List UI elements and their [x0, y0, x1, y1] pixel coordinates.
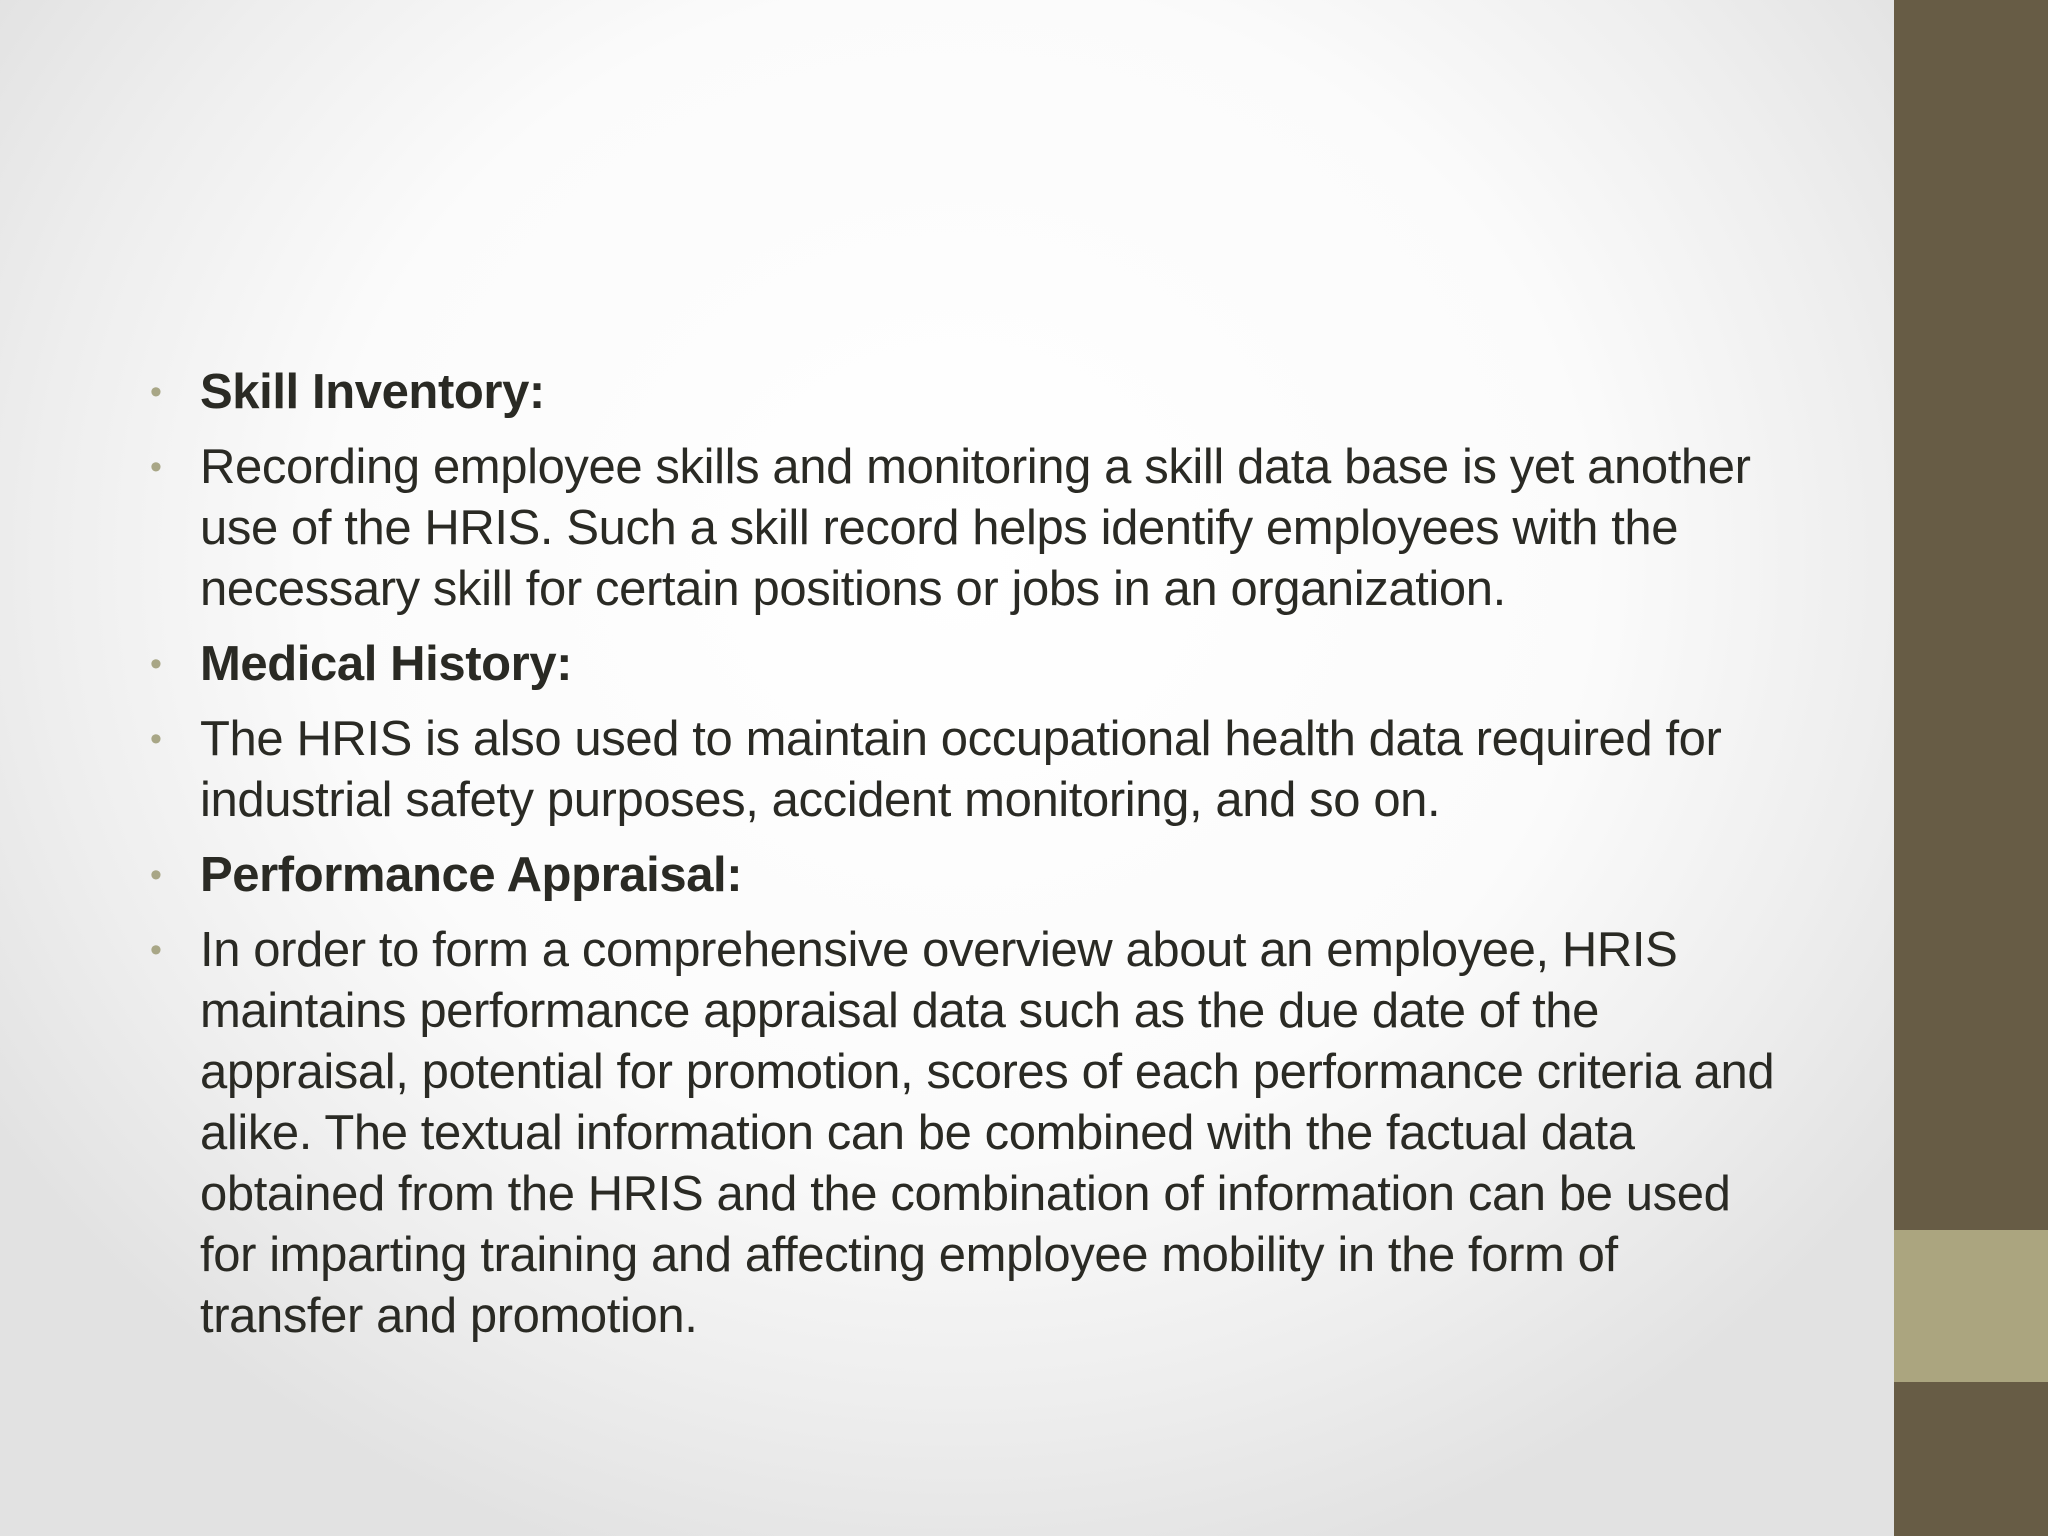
bullet-heading-performance-appraisal — [140, 845, 1780, 906]
bullet-body-skill-inventory — [140, 437, 1780, 620]
bullet-dot-icon: • — [150, 931, 162, 969]
bullet-heading-medical-history — [140, 634, 1780, 695]
bullet-dot-icon: • — [150, 373, 162, 411]
bullet-text: The HRIS is also used to maintain occupational health data required for industrial safety purposes, accident monitoring, and so on. — [200, 712, 1722, 827]
side-decor-accent — [1894, 1230, 2048, 1382]
bullet-text: Skill Inventory: — [200, 365, 545, 419]
bullet-dot-icon: • — [150, 856, 162, 894]
bullet-list — [140, 362, 1780, 1361]
bullet-heading-skill-inventory — [140, 362, 1780, 423]
bullet-body-performance-appraisal — [140, 920, 1780, 1347]
bullet-body-medical-history — [140, 709, 1780, 831]
bullet-dot-icon: • — [150, 720, 162, 758]
bullet-text: Recording employee skills and monitoring a skill data base is yet another use of the HRIS. Such a skill record helps identify employees with the necessary skill for certain positions or jobs in an organization. — [200, 440, 1751, 616]
bullet-dot-icon: • — [150, 645, 162, 683]
bullet-text: In order to form a comprehensive overview about an employee, HRIS maintains performance appraisal data such as the due date of the appraisal, potential for promotion, scores of each performance criteria and alike. The textual information can be combined with the factual data obtained from the HRIS and the combination of information can be used for imparting training and affecting employee mobility in the form of transfer and promotion. — [200, 923, 1775, 1343]
bullet-text: Performance Appraisal: — [200, 848, 743, 902]
bullet-dot-icon: • — [150, 448, 162, 486]
bullet-text: Medical History: — [200, 637, 573, 691]
